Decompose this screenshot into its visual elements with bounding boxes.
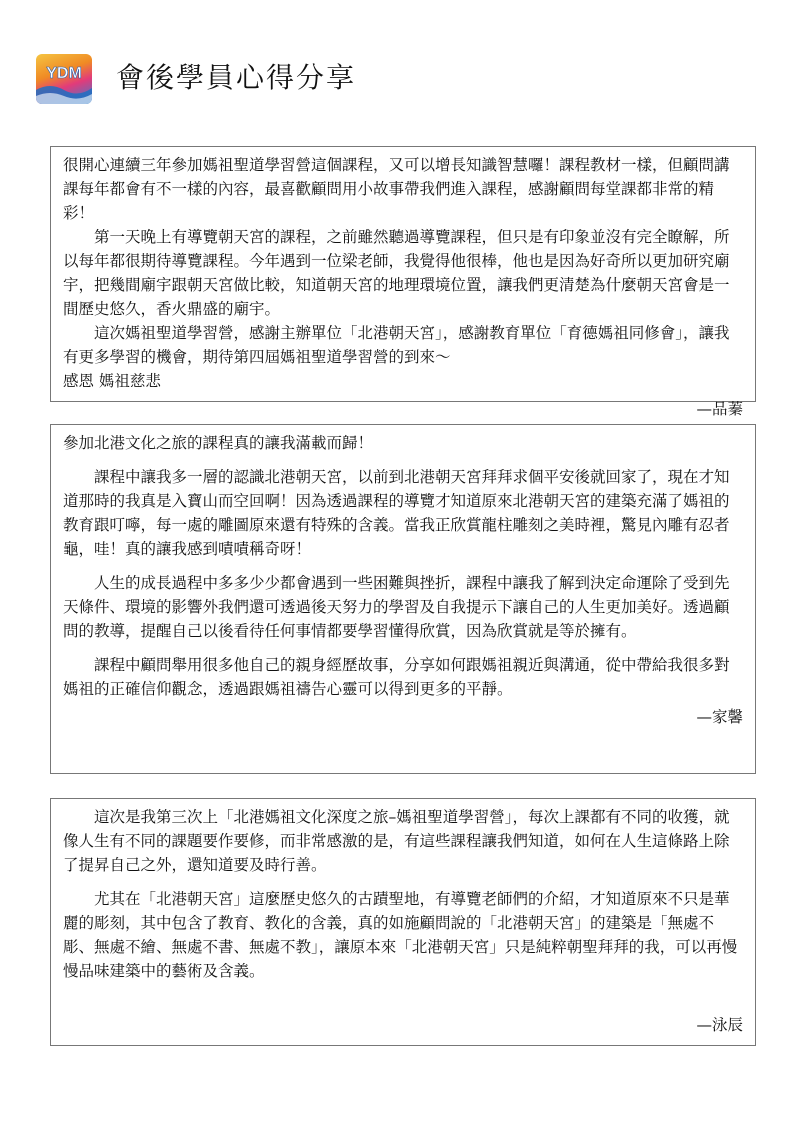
logo-text: YDM	[46, 65, 82, 82]
paragraph: 尤其在「北港朝天宮」這麼歷史悠久的古蹟聖地，有導覽老師們的介紹，才知道原來不只是華麗的彫刻，其中包含了教育、教化的含義，真的如施顧問說的「北港朝天宮」的建築是「無處不彫、無處不繪、無處不書、無處不教」，讓原本來「北港朝天宮」只是純粹朝聖拜拜的我，可以再慢慢品味建築中的藝術及含義。	[63, 890, 738, 980]
paragraph: 課程中讓我多一層的認識北港朝天宮，以前到北港朝天宮拜拜求個平安後就回家了，現在才知道那時的我真是入寶山而空回啊！因為透過課程的導覽才知道原來北港朝天宮的建築充滿了媽祖的教育跟叮嚀，每一處的雕圖原來還有特殊的含義。當我正欣賞龍柱雕刻之美時裡，驚見內雕有忍者龜，哇！真的讓我感到嘖嘖稱奇呀！	[63, 468, 730, 558]
paragraph: 這次是我第三次上「北港媽祖文化深度之旅–媽祖聖道學習營」，每次上課都有不同的收獲，就像人生有不同的課題要作要修，而非常感激的是，有這些課程讓我們知道，如何在人生這條路上除了提昇自己之外，還知道要及時行善。	[63, 808, 730, 874]
signature: —品蓁	[696, 400, 743, 418]
testimonial-box-2	[50, 424, 756, 774]
paragraph: 第一天晚上有導覽朝天宮的課程，之前雖然聽過導覽課程，但只是有印象並沒有完全瞭解，所以每年都很期待導覽課程。今年遇到一位梁老師，我覺得他很棒，他也是因為好奇所以更加研究廟宇，把幾間廟宇跟朝天宮做比較，知道朝天宮的地理環境位置，讓我們更清楚為什麼朝天宮會是一間歷史悠久，香火鼎盛的廟宇。	[63, 228, 730, 318]
ydm-logo	[36, 54, 92, 104]
paragraph: 人生的成長過程中多多少少都會遇到一些困難與挫折，課程中讓我了解到決定命運除了受到先天條件、環境的影響外我們還可透過後天努力的學習及自我提示下讓自己的人生更加美好。透過顧問的教導，提醒自己以後看待任何事情都要學習懂得欣賞，因為欣賞就是等於擁有。	[63, 574, 730, 640]
paragraph: 這次媽祖聖道學習營，感謝主辦單位「北港朝天宮」，感謝教育單位「育德媽祖同修會」，讓我有更多學習的機會，期待第四屆媽祖聖道學習營的到來～	[63, 324, 730, 366]
testimonial-box-1	[50, 146, 756, 418]
paragraph: 參加北港文化之旅的課程真的讓我滿載而歸！	[63, 434, 374, 452]
testimonial-box-3	[50, 798, 756, 1046]
paragraph: 感恩 媽祖慈悲	[63, 372, 161, 390]
header	[36, 48, 436, 108]
page-title: 會後學員心得分享	[116, 61, 357, 94]
paragraph: 很開心連續三年參加媽祖聖道學習營這個課程，又可以增長知識智慧囉！課程教材一樣，但顧問講課每年都會有不一樣的內容，最喜歡顧問用小故事帶我們進入課程，感謝顧問每堂課都非常的精彩！	[63, 156, 730, 222]
signature: —家馨	[696, 708, 743, 726]
signature: —泳辰	[696, 1016, 743, 1034]
logo-graphic	[36, 54, 92, 104]
paragraph: 課程中顧問舉用很多他自己的親身經歷故事，分享如何跟媽祖親近與溝通，從中帶給我很多對媽祖的正確信仰觀念，透過跟媽祖禱告心靈可以得到更多的平靜。	[63, 656, 730, 698]
